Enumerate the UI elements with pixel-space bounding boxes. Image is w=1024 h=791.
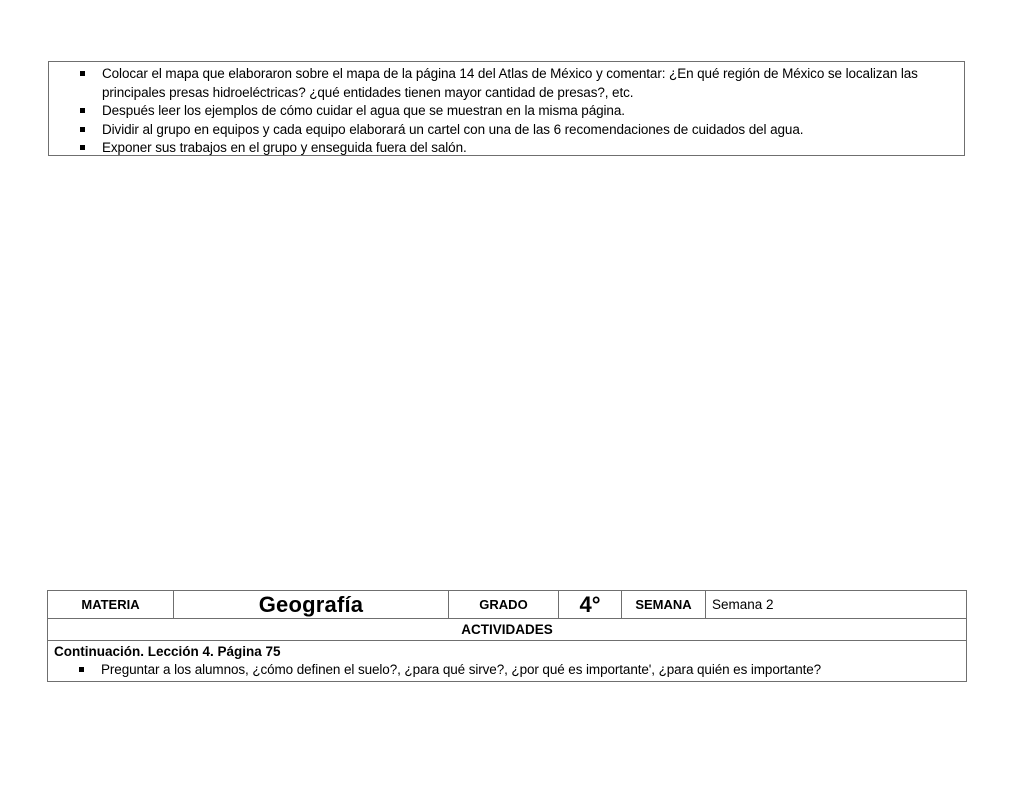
semana-value: Semana 2	[706, 591, 967, 619]
lesson-plan-table	[47, 590, 967, 682]
actividades-label: ACTIVIDADES	[48, 619, 967, 641]
activity-item: Después leer los ejemplos de cómo cuidar el agua que se muestran en la misma página.	[76, 102, 958, 121]
activity-list	[54, 661, 960, 678]
header-row	[48, 591, 967, 619]
grado-label: GRADO	[449, 591, 559, 619]
actividades-cell	[48, 641, 967, 682]
activity-item: Colocar el mapa que elaboraron sobre el mapa de la página 14 del Atlas de México y comentar: ¿En qué región de México se localizan las principales presas hidroeléctricas? ¿qué entidades tienen mayor cantidad de presas?, etc.	[76, 65, 958, 102]
activity-item: Exponer sus trabajos en el grupo y enseguida fuera del salón.	[76, 139, 958, 158]
actividades-header-row	[48, 619, 967, 641]
section-title: Continuación. Lección 4. Página 75	[54, 644, 281, 659]
grado-value: 4°	[559, 591, 622, 619]
materia-value: Geografía	[174, 591, 449, 619]
semana-label: SEMANA	[622, 591, 706, 619]
activity-item: Preguntar a los alumnos, ¿cómo definen el suelo?, ¿para qué sirve?, ¿por qué es importante', ¿para quién es importante?	[75, 661, 960, 678]
actividades-body-row	[48, 641, 967, 682]
activity-item: Dividir al grupo en equipos y cada equipo elaborará un cartel con una de las 6 recomendaciones de cuidados del agua.	[76, 121, 958, 140]
activity-list	[76, 65, 958, 158]
materia-label: MATERIA	[48, 591, 174, 619]
activities-continuation-box	[48, 61, 965, 156]
